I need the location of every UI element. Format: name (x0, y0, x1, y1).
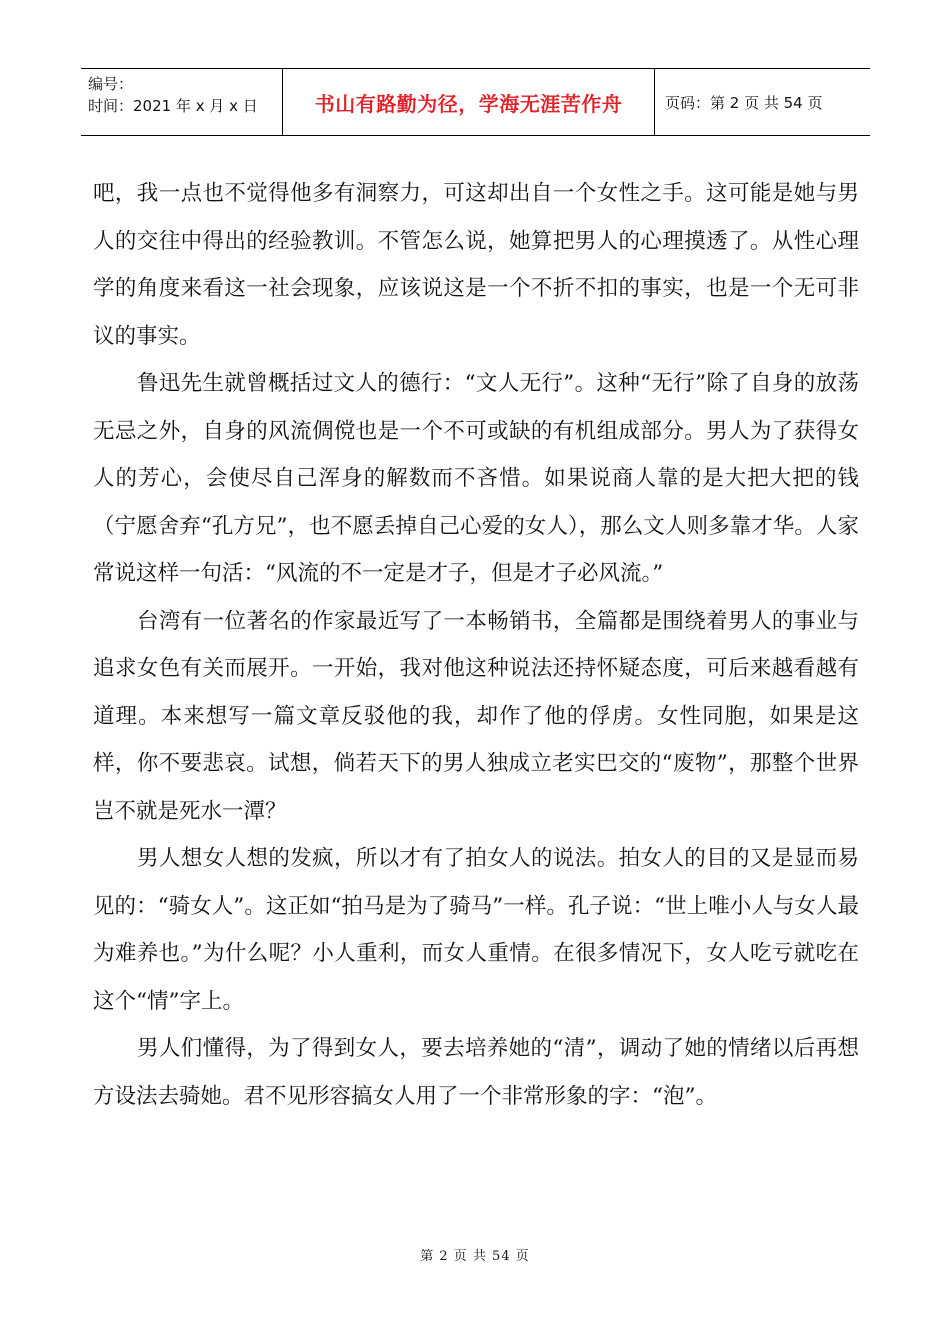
document-time-label: 时间：2021 年 x 月 x 日 (88, 97, 258, 115)
header-motto-cell (283, 69, 655, 135)
header-meta-cell (81, 69, 283, 135)
document-number-label: 编号： (88, 75, 134, 93)
body-paragraph: 鲁迅先生就曾概括过文人的德行：“文人无行”。这种“无行”除了自身的放荡无忌之外，自身的风流倜傥也是一个不可或缺的有机组成部分。男人为了获得女人的芳心，会使尽自己浑身的解数而不吝惜。如果说商人靠的是大把大把的钱（宁愿舍弃“孔方兄”，也不愿丢掉自己心爱的女人），那么文人则多靠才华。人家常说这样一句活：“风流的不一定是才子，但是才子必风流。” (93, 371, 859, 586)
body-paragraph: 男人们懂得，为了得到女人，要去培养她的“清”，调动了她的情绪以后再想方设法去骑她。君不见形容搞女人用了一个非常形象的字：“泡”。 (93, 1036, 859, 1109)
body-paragraph: 男人想女人想的发疯，所以才有了拍女人的说法。拍女人的目的又是显而易见的：“骑女人”。这正如“拍马是为了骑马”一样。孔子说：“世上唯小人与女人最为难养也。”为什么呢？小人重利，而女人重情。在很多情况下，女人吃亏就吃在这个“情”字上。 (93, 846, 859, 1014)
page-header (81, 68, 870, 136)
document-body (93, 170, 859, 1120)
header-motto: 书山有路勤为径，学海无涯苦作舟 (314, 91, 623, 116)
header-page-cell (655, 69, 870, 135)
body-paragraph: 吧，我一点也不觉得他多有洞察力，可这却出自一个女性之手。这可能是她与男人的交往中得出的经验教训。不管怎么说，她算把男人的心理摸透了。从性心理学的角度来看这一社会现象，应该说这是一个不折不扣的事实，也是一个无可非议的事实。 (93, 181, 859, 349)
page-footer: 第 2 页 共 54 页 (420, 1249, 530, 1264)
header-page-info: 页码：第 2 页 共 54 页 (665, 93, 823, 112)
body-paragraph: 台湾有一位著名的作家最近写了一本畅销书，全篇都是围绕着男人的事业与追求女色有关而展开。一开始，我对他这种说法还持怀疑态度，可后来越看越有道理。本来想写一篇文章反驳他的我，却作了他的俘虏。女性同胞，如果是这样，你不要悲哀。试想，倘若天下的男人独成立老实巴交的“废物”，那整个世界岂不就是死水一潭？ (93, 608, 859, 824)
